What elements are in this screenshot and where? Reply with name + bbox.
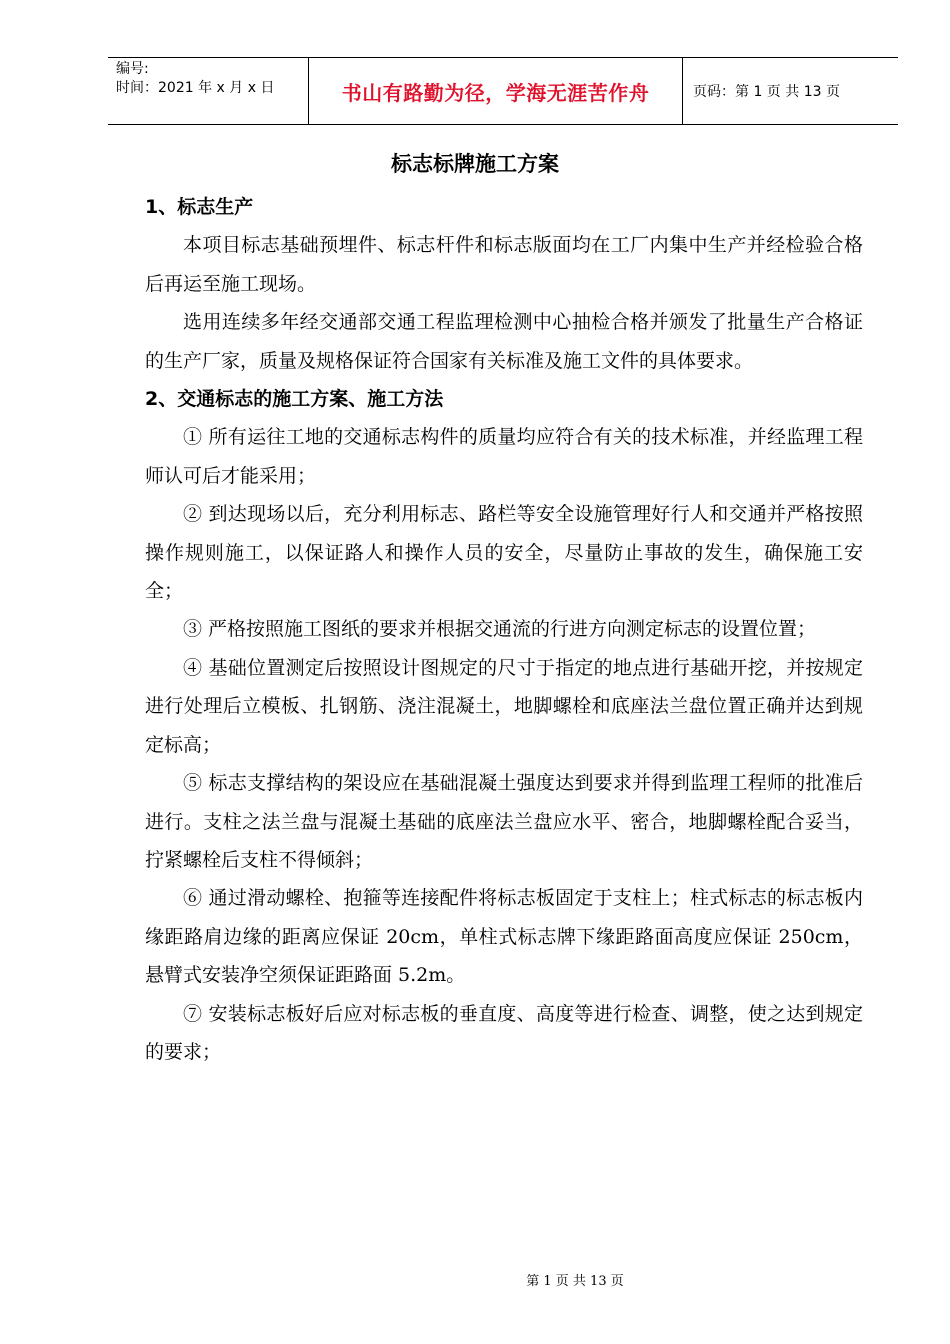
- list-item: ⑦ 安装标志板好后应对标志板的垂直度、高度等进行检查、调整，使之达到规定的要求；: [145, 1002, 863, 1063]
- list-item: ⑥ 通过滑动螺栓、抱箍等连接配件将标志板固定于支柱上；柱式标志的标志板内缘距路肩边缘的距离应保证 20cm，单柱式标志牌下缘距路面高度应保证 250cm，悬臂式安装净空须保证距路面 5.2m。: [145, 887, 863, 987]
- page-footer: [0, 1270, 950, 1289]
- number-label: 编号:: [116, 61, 149, 77]
- list-item: ④ 基础位置测定后按照设计图规定的尺寸于指定的地点进行基础开挖，并按规定进行处理后立模板、扎钢筋、浇注混凝土，地脚螺栓和底座法兰盘位置正确并达到规定标高；: [145, 656, 863, 756]
- time-label: 时间：2021 年 x 月 x 日: [116, 80, 275, 96]
- footer-page-number: 第 1 页 共 13 页: [526, 1274, 624, 1289]
- header-page-label: 页码：第 1 页 共 13 页: [693, 84, 840, 100]
- document-body: [145, 188, 863, 1071]
- document-title: 标志标牌施工方案: [391, 152, 559, 176]
- list-item: ① 所有运往工地的交通标志构件的质量均应符合有关的技术标准，并经监理工程师认可后才能采用；: [145, 426, 863, 487]
- header-motto: 书山有路勤为径，学海无涯苦作舟: [309, 58, 683, 124]
- section-1-heading: 1、标志生产: [145, 196, 254, 218]
- list-item: ② 到达现场以后，充分利用标志、路栏等安全设施管理好行人和交通并严格按照操作规则施工，以保证路人和操作人员的安全，尽量防止事故的发生，确保施工安全；: [145, 503, 863, 603]
- list-item: ⑤ 标志支撑结构的架设应在基础混凝土强度达到要求并得到监理工程师的批准后进行。支柱之法兰盘与混凝土基础的底座法兰盘应水平、密合，地脚螺栓配合妥当，拧紧螺栓后支柱不得倾斜；: [145, 772, 863, 871]
- paragraph-2: 选用连续多年经交通部交通工程监理检测中心抽检合格并颁发了批量生产合格证的生产厂家，质量及规格保证符合国家有关标准及施工文件的具体要求。: [145, 311, 863, 372]
- page-header: [108, 57, 898, 125]
- list-item: ③ 严格按照施工图纸的要求并根据交通流的行进方向测定标志的设置位置；: [183, 618, 817, 641]
- header-meta: [108, 58, 309, 124]
- section-2-heading: 2、交通标志的施工方案、施工方法: [145, 388, 444, 411]
- paragraph-1: 本项目标志基础预埋件、标志杆件和标志版面均在工厂内集中生产并经检验合格后再运至施工现场。: [145, 234, 863, 295]
